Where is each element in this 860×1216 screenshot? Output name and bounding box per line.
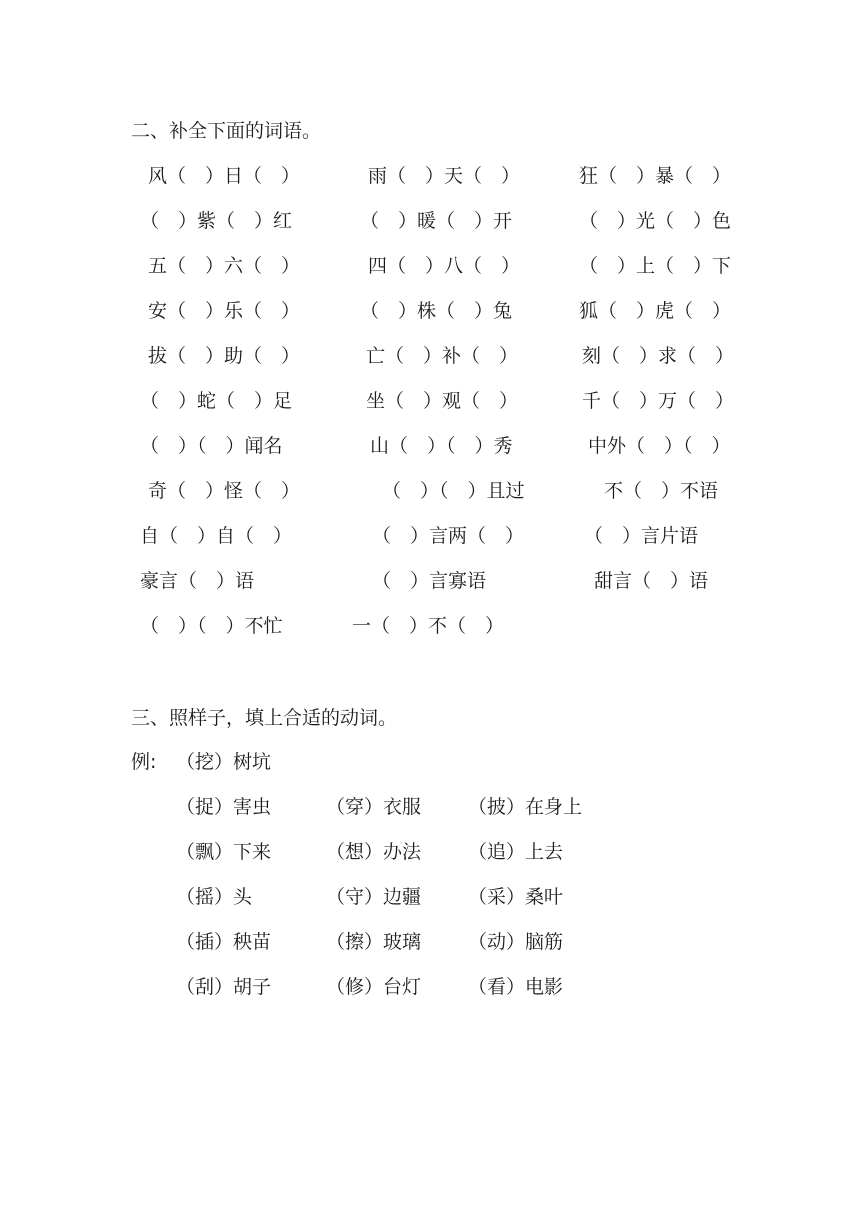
idiom-item: （ ）紫（ ）红 xyxy=(140,210,293,232)
idiom-item: 五（ ）六（ ） xyxy=(148,255,301,277)
idiom-item: （ ）光（ ）色 xyxy=(579,210,732,232)
verb-item: （捉）害虫 xyxy=(176,796,272,818)
example-item: （挖）树坑 xyxy=(176,751,272,773)
idiom-item: （ ）（ ）不忙 xyxy=(140,615,283,637)
section3-title: 三、照样子，填上合适的动词。 xyxy=(131,707,398,729)
idiom-item: 刻（ ）求（ ） xyxy=(582,345,735,367)
idiom-item: 不（ ）不语 xyxy=(604,480,719,502)
section2-title: 二、补全下面的词语。 xyxy=(131,120,322,142)
verb-item: （修）台灯 xyxy=(326,976,422,998)
idiom-item: （ ）（ ）闻名 xyxy=(140,435,283,457)
verb-item: （穿）衣服 xyxy=(326,796,422,818)
verb-item: （守）边疆 xyxy=(326,886,422,908)
verb-item: （想）办法 xyxy=(326,841,422,863)
idiom-item: 中外（ ）（ ） xyxy=(588,435,731,457)
idiom-item: 千（ ）万（ ） xyxy=(582,390,735,412)
idiom-item: 豪言（ ）语 xyxy=(140,570,255,592)
idiom-item: 一（ ）不（ ） xyxy=(352,615,505,637)
verb-item: （看）电影 xyxy=(468,976,564,998)
idiom-item: 安（ ）乐（ ） xyxy=(148,300,301,322)
idiom-item: 亡（ ）补（ ） xyxy=(366,345,519,367)
example-label: 例: xyxy=(131,751,157,773)
idiom-item: （ ）蛇（ ）足 xyxy=(140,390,293,412)
verb-item: （摇）头 xyxy=(176,886,253,908)
verb-item: （刮）胡子 xyxy=(176,976,272,998)
idiom-item: 甜言（ ）语 xyxy=(594,570,709,592)
verb-item: （插）秧苗 xyxy=(176,931,272,953)
idiom-item: （ ）言两（ ） xyxy=(372,525,525,547)
idiom-item: 拔（ ）助（ ） xyxy=(148,345,301,367)
idiom-item: 奇（ ）怪（ ） xyxy=(148,480,301,502)
idiom-item: 山（ ）（ ）秀 xyxy=(370,435,513,457)
idiom-item: 坐（ ）观（ ） xyxy=(366,390,519,412)
idiom-item: （ ）上（ ）下 xyxy=(579,255,732,277)
verb-item: （飘）下来 xyxy=(176,841,272,863)
idiom-item: （ ）暖（ ）开 xyxy=(360,210,513,232)
idiom-item: 四（ ）八（ ） xyxy=(368,255,521,277)
idiom-item: （ ）言寡语 xyxy=(372,570,487,592)
idiom-item: 狐（ ）虎（ ） xyxy=(579,300,732,322)
idiom-item: （ ）言片语 xyxy=(584,525,699,547)
verb-item: （追）上去 xyxy=(468,841,564,863)
verb-item: （披）在身上 xyxy=(468,796,583,818)
verb-item: （动）脑筋 xyxy=(468,931,564,953)
idiom-item: （ ）株（ ）兔 xyxy=(360,300,513,322)
idiom-item: 自（ ）自（ ） xyxy=(140,525,293,547)
verb-item: （擦）玻璃 xyxy=(326,931,422,953)
idiom-item: 风（ ）日（ ） xyxy=(148,165,301,187)
idiom-item: （ ）（ ）且过 xyxy=(382,480,525,502)
verb-item: （采）桑叶 xyxy=(468,886,564,908)
idiom-item: 雨（ ）天（ ） xyxy=(368,165,521,187)
idiom-item: 狂（ ）暴（ ） xyxy=(579,165,732,187)
